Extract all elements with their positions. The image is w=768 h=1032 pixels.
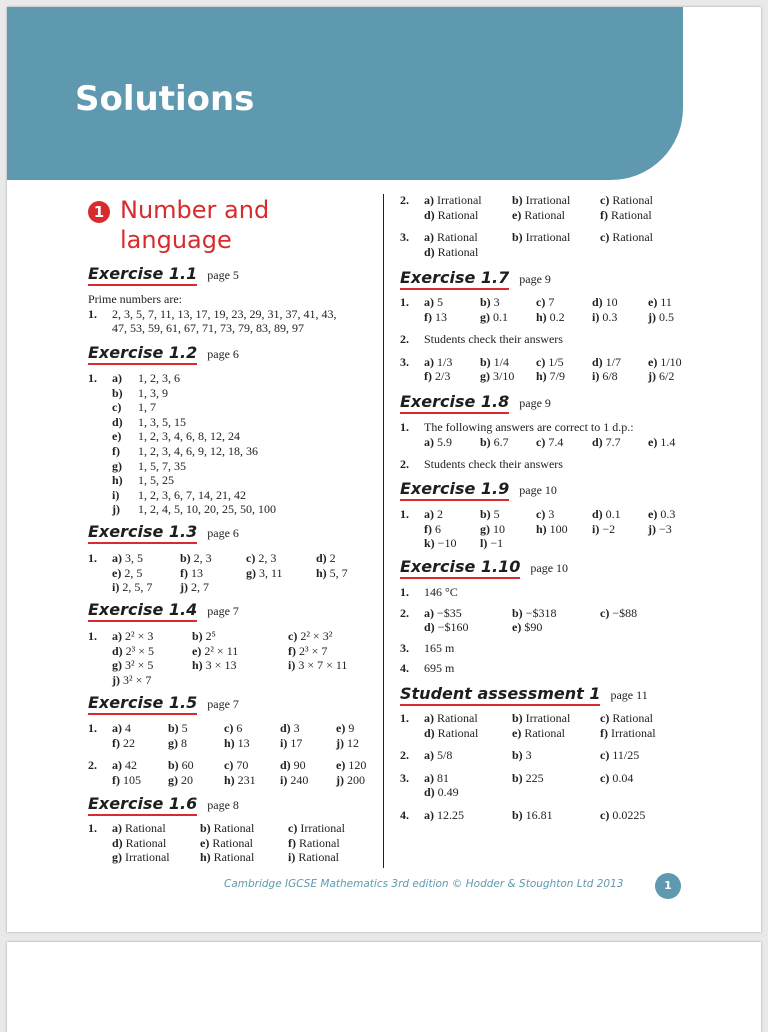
answer-text: e) 1/10 <box>648 354 682 369</box>
answer-text: 47, 53, 59, 61, 67, 71, 73, 79, 83, 89, 97 <box>112 321 304 336</box>
exercise-heading <box>400 684 648 706</box>
answer-text: d) −$160 <box>424 620 469 635</box>
answer-text: i) 6/8 <box>592 369 618 384</box>
answer-text: Students check their answers <box>424 457 563 472</box>
answer-text: c) 3 <box>536 507 555 521</box>
answer-text: i) 0.3 <box>592 309 618 324</box>
exercise-page: page 10 <box>519 483 557 497</box>
exercise-title: Exercise 1.2 <box>88 343 197 365</box>
answer-text: g) 20 <box>168 772 193 787</box>
answer-text: 1, 2, 4, 5, 10, 20, 25, 50, 100 <box>138 502 276 517</box>
answer-text: b) 6.7 <box>480 434 509 449</box>
page: Solutions 1 Number and language Exercise 1.1 page 5 Prime numbers are: 1. 2, 3, 5, 7, 11, 13, 17, 19, 23, 29, 31, 37, 41, 43, 47, 53, 59, 61, 67, 71, 73, 79, 83, 89, 97 Exercise 1.2 page 6 1. a) 1, 2, 3, 6 b) 1, 3, 9 c) 1, 7 d) 1, 3, 5, 15 e) 1, 2, 3, 4, 6, 8, 12, 24 f) 1, 2, 3, 4, 6, 9, 12, 18, 36 g) 1, 5, 7, 35 h) 1, 5, 25 i) 1, 2, 3, 6, 7, 14, 21, 42 j) 1, 2, 4, 5, 10, 20, 25, 50, 100 Exercise 1.3 page 6 1. a) 3, 5 b) 2, 3 c) 2, 3 d) 2 e) 2, 5 f) 13 g) 3, 11 h) 5, 7 i) 2, 5, 7 j) 2, 7 Exercise 1.4 page 7 1. a) 2² × 3 b) 2⁵ c) 2² × 3² d) 2³ × 5 e) 2² × 11 f) 2³ × 7 g) 3² × 5 h) 3 × 13 i) 3 × 7 × 11 j) 3² × 7 Exercise 1.5 page 7 1. a) 4 b) 5 c) 6 d) 3 e) 9 f) 22 g) 8 h) 13 i) 17 j) 12 2. a) 42 b) 60 c) 70 d) 90 e) 120 f) 105 g) 20 h) 231 i) 240 j) 200 Exercise 1.6 page 8 1. a) Rational b) Rational c) Irrational d) Rational e) Rational f) Rational g) Irrational h) Rational i) Rational 2. a) Irrational b) Irrational c) Rational d) Rational e) Rational f) Rational 3. a) Rational b) Irrational c) Rational d) Rational Exercise 1.7 page 9 1. a) 5 b) 3 c) 7 d) 10 e) 11 f) 13 g) 0.1 h) 0.2 i) 0.3 j) 0.5 2. Students check their answers 3. a) 1/3 b) 1/4 c) 1/5 d) 1/7 e) 1/10 f) 2/3 g) 3/10 h) 7/9 i) 6/8 j) 6/2 Exercise 1.8 page 9 1. The following answers are correct to 1 d.p.: a) 5.9 b) 6.7 c) 7.4 d) 7.7 e) 1.4 2. Students check their answers Exercise 1.9 page 10 1. a) 2 b) 5 c) 3 d) 0.1 e) 0.3 f) 6 g) 10 h) 100 i) −2 j) −3 k) −10 l) −1 Exercise 1.10 page 10 1. 146 °C 2. a) −$35 b) −$318 c) −$88 d) −$160 e) $90 3. 165 m 4. 695 m Student assessment 1 page 11 1. a) Rational b) Irrational c) Rational d) Rational e) Rational f) Irrational 2. a) 5/8 b) 3 c) 11/25 3. a) 81 b) 225 c) 0.04 d) 0.49 4. a) 12.25 b) 16.81 c) 0.0225 Cambridge IGCSE Mathematics 3rd edition © Hodder & Stoughton Ltd 2013 1 <box>7 7 761 932</box>
answer-text: 1, 5, 7, 35 <box>138 458 186 473</box>
answer-text: b) 16.81 <box>512 807 553 822</box>
answer-text: b) −$318 <box>512 605 557 620</box>
answer-label: h) <box>112 473 123 488</box>
answer-text: i) 3 × 7 × 11 <box>288 658 348 673</box>
answer-text: f) Rational <box>600 207 652 222</box>
answer-text: 1, 2, 3, 4, 6, 8, 12, 24 <box>138 429 240 444</box>
answer-text: h) 100 <box>536 521 568 536</box>
answer-text: h) 7/9 <box>536 369 566 384</box>
answer-text: c) Rational <box>600 711 653 725</box>
answer-text: g) 3, 11 <box>246 565 283 580</box>
answer-text: l) −1 <box>480 536 504 551</box>
answer-text: g) 3² × 5 <box>112 658 154 673</box>
answer-label: e) <box>112 429 122 444</box>
answer-text: d) Rational <box>424 725 479 740</box>
exercise-title: Exercise 1.3 <box>88 522 197 544</box>
answer-text: g) 0.1 <box>480 309 508 324</box>
answer-text: b) Irrational <box>512 230 571 245</box>
answer-text: c) Rational <box>600 230 653 245</box>
answer-text: g) 10 <box>480 521 505 536</box>
answer-text: b) 2⁵ <box>192 629 216 643</box>
exercise-title: Student assessment 1 <box>400 684 600 706</box>
answer-text: c) 2² × 3² <box>288 629 333 643</box>
answer-text: e) 11 <box>648 295 672 309</box>
answer-text: c) Irrational <box>288 821 345 835</box>
exercise-heading <box>88 794 239 816</box>
chapter-title: Number and language <box>120 196 270 254</box>
answer-text: f) Rational <box>288 835 340 850</box>
answer-text: Students check their answers <box>424 332 563 347</box>
answer-text: h) 3 × 13 <box>192 658 237 673</box>
answer-label: g) <box>112 458 122 473</box>
exercise-page: page 10 <box>530 561 569 575</box>
answer-text: j) 3² × 7 <box>112 672 152 687</box>
exercise-page: page 8 <box>207 798 239 812</box>
exercise-heading <box>88 600 239 622</box>
answer-text: e) 2² × 11 <box>192 643 239 658</box>
answer-text: d) 0.49 <box>424 785 459 800</box>
answer-text: c) 7.4 <box>536 434 564 449</box>
answer-text: k) −10 <box>424 536 457 551</box>
answer-text: a) −$35 <box>424 605 462 620</box>
exercise-title: Exercise 1.1 <box>88 264 197 286</box>
exercise-page: page 11 <box>610 688 648 702</box>
answer-text: 165 m <box>424 640 455 655</box>
exercise-title: Exercise 1.5 <box>88 693 197 715</box>
answer-text: g) 3/10 <box>480 369 515 384</box>
answer-text: j) 12 <box>336 735 359 750</box>
exercise-title: Exercise 1.9 <box>400 479 509 501</box>
answer-text: 1, 3, 5, 15 <box>138 414 186 429</box>
answer-label: a) <box>112 371 122 385</box>
answer-label: f) <box>112 443 120 458</box>
answer-text: h) 13 <box>224 735 250 750</box>
answer-text: d) 10 <box>592 295 618 309</box>
answer-text: f) 2/3 <box>424 369 451 384</box>
answer-text: e) Rational <box>512 207 565 222</box>
answer-label: i) <box>112 487 120 502</box>
answer-text: a) 2 <box>424 507 443 521</box>
answer-text: i) 17 <box>280 735 303 750</box>
answer-text: c) 70 <box>224 758 249 773</box>
answer-label: b) <box>112 385 123 400</box>
answer-text: i) −2 <box>592 521 616 536</box>
answer-text: b) 3 <box>512 748 532 763</box>
page-number-badge: 1 <box>655 873 681 899</box>
answer-text: j) 6/2 <box>648 369 675 384</box>
exercise-heading <box>400 479 557 501</box>
answer-text: 1, 2, 3, 4, 6, 9, 12, 18, 36 <box>138 443 258 458</box>
answer-text: b) 225 <box>512 770 544 785</box>
answer-text: h) 0.2 <box>536 309 565 324</box>
answer-text: a) 2² × 3 <box>112 629 154 643</box>
answer-text: b) Rational <box>200 821 255 835</box>
answer-text: b) Irrational <box>512 193 571 207</box>
answer-label: j) <box>112 502 120 517</box>
answer-text: 2, 3, 5, 7, 11, 13, 17, 19, 23, 29, 31, 37, 41, 43, <box>112 306 337 321</box>
answer-text: i) 240 <box>280 772 309 787</box>
answer-text: c) 6 <box>224 721 243 735</box>
answer-text: d) Rational <box>112 835 167 850</box>
answer-text: i) 2, 5, 7 <box>112 580 153 595</box>
answer-text: 1, 5, 25 <box>138 473 174 488</box>
exercise-heading <box>400 392 551 414</box>
answer-text: d) 7.7 <box>592 434 621 449</box>
page-title: Solutions <box>75 79 255 119</box>
exercise-title: Exercise 1.4 <box>88 600 197 622</box>
answer-text: j) 0.5 <box>648 309 674 324</box>
answer-text: d) 2 <box>316 551 336 565</box>
answer-text: c) 2, 3 <box>246 551 277 565</box>
answer-text: h) 5, 7 <box>316 565 348 580</box>
exercise-page: page 6 <box>207 347 239 361</box>
answer-text: e) 1.4 <box>648 434 676 449</box>
answer-text: d) 90 <box>280 758 306 773</box>
answer-text: c) 11/25 <box>600 748 640 763</box>
answer-text: b) 2, 3 <box>180 551 212 565</box>
answer-text: f) 2³ × 7 <box>288 643 328 658</box>
answer-text: b) 60 <box>168 758 194 773</box>
answer-text: a) Rational <box>424 230 478 245</box>
answer-text: e) Rational <box>200 835 253 850</box>
answer-text: c) 0.0225 <box>600 807 646 822</box>
answer-label: d) <box>112 414 123 429</box>
answer-text: 1, 3, 9 <box>138 385 168 400</box>
answer-text: 1, 2, 3, 6 <box>138 371 180 385</box>
answer-label: c) <box>112 400 122 415</box>
exercise-title: Exercise 1.8 <box>400 392 509 414</box>
exercise-page: page 7 <box>207 604 239 618</box>
exercise-heading <box>88 343 239 365</box>
answer-text: a) Irrational <box>424 193 482 207</box>
answer-text: b) 5 <box>168 721 188 735</box>
answer-text: f) 22 <box>112 735 135 750</box>
exercise-heading <box>88 693 239 715</box>
answer-text: b) 1/4 <box>480 354 510 369</box>
exercise-heading <box>88 522 239 544</box>
answer-text: e) $90 <box>512 620 543 635</box>
exercise-page: page 6 <box>207 526 239 540</box>
answer-text: a) 42 <box>112 758 137 773</box>
answer-text: c) 7 <box>536 295 555 309</box>
answer-text: 1, 7 <box>138 400 156 415</box>
exercise-page: page 7 <box>207 697 239 711</box>
answer-text: a) 1/3 <box>424 354 453 369</box>
answer-text: 695 m <box>424 661 455 676</box>
answer-text: a) Rational <box>112 821 166 835</box>
answer-text: b) Irrational <box>512 711 571 725</box>
answer-text: a) Rational <box>424 711 478 725</box>
answer-text: j) −3 <box>648 521 672 536</box>
chapter-number-badge: 1 <box>88 201 110 223</box>
answer-text: b) 5 <box>480 507 500 521</box>
answer-text: 146 °C <box>424 585 458 599</box>
exercise-heading <box>88 264 239 286</box>
answer-text: a) 81 <box>424 770 449 785</box>
answer-text: b) 3 <box>480 295 500 309</box>
answer-text: h) 231 <box>224 772 256 787</box>
answer-text: c) Rational <box>600 193 653 207</box>
answer-text: h) Rational <box>200 850 255 865</box>
answer-text: c) −$88 <box>600 605 638 620</box>
answer-text: e) 9 <box>336 721 355 735</box>
answer-text: f) 13 <box>424 309 447 324</box>
exercise-title: Exercise 1.10 <box>400 557 520 579</box>
answer-text: f) 6 <box>424 521 441 536</box>
answer-text: c) 0.04 <box>600 770 634 785</box>
answer-text: c) 1/5 <box>536 354 564 369</box>
answer-text: a) 5 <box>424 295 443 309</box>
answer-text: g) Irrational <box>112 850 170 865</box>
answer-text: d) 3 <box>280 721 300 735</box>
answer-text: e) Rational <box>512 725 565 740</box>
exercise-page: page 9 <box>519 396 551 410</box>
answer-text: e) 120 <box>336 758 367 773</box>
exercise-heading <box>400 557 568 579</box>
footer-copyright: Cambridge IGCSE Mathematics 3rd edition © Hodder & Stoughton Ltd 2013 <box>224 878 624 890</box>
answer-text: a) 5.9 <box>424 434 452 449</box>
answer-text: d) 1/7 <box>592 354 622 369</box>
next-page <box>7 942 761 1032</box>
answer-text: f) Irrational <box>600 725 656 740</box>
exercise-page: page 9 <box>519 272 551 286</box>
banner <box>7 7 683 180</box>
answer-text: j) 2, 7 <box>180 580 209 595</box>
answer-text: j) 200 <box>336 772 365 787</box>
answer-text: e) 2, 5 <box>112 565 143 580</box>
answer-text: d) 2³ × 5 <box>112 643 155 658</box>
answer-text: i) Rational <box>288 850 340 865</box>
answer-text: f) 105 <box>112 772 141 787</box>
answer-text: a) 5/8 <box>424 748 453 763</box>
answer-intro: Prime numbers are: <box>88 292 182 306</box>
answer-text: g) 8 <box>168 735 187 750</box>
answer-text: a) 3, 5 <box>112 551 143 565</box>
answer-text: d) Rational <box>424 244 479 259</box>
answer-text: 1, 2, 3, 6, 7, 14, 21, 42 <box>138 487 246 502</box>
answer-text: d) Rational <box>424 207 479 222</box>
exercise-title: Exercise 1.7 <box>400 268 509 290</box>
answer-text: a) 4 <box>112 721 131 735</box>
answer-text: e) 0.3 <box>648 507 676 521</box>
exercise-title: Exercise 1.6 <box>88 794 197 816</box>
answer-text: d) 0.1 <box>592 507 621 521</box>
answer-text: f) 13 <box>180 565 203 580</box>
answer-text: The following answers are correct to 1 d.p.: <box>424 420 634 434</box>
answer-text: a) 12.25 <box>424 807 464 822</box>
column-divider <box>383 194 384 868</box>
exercise-heading <box>400 268 551 290</box>
exercise-page: page 5 <box>207 268 239 282</box>
